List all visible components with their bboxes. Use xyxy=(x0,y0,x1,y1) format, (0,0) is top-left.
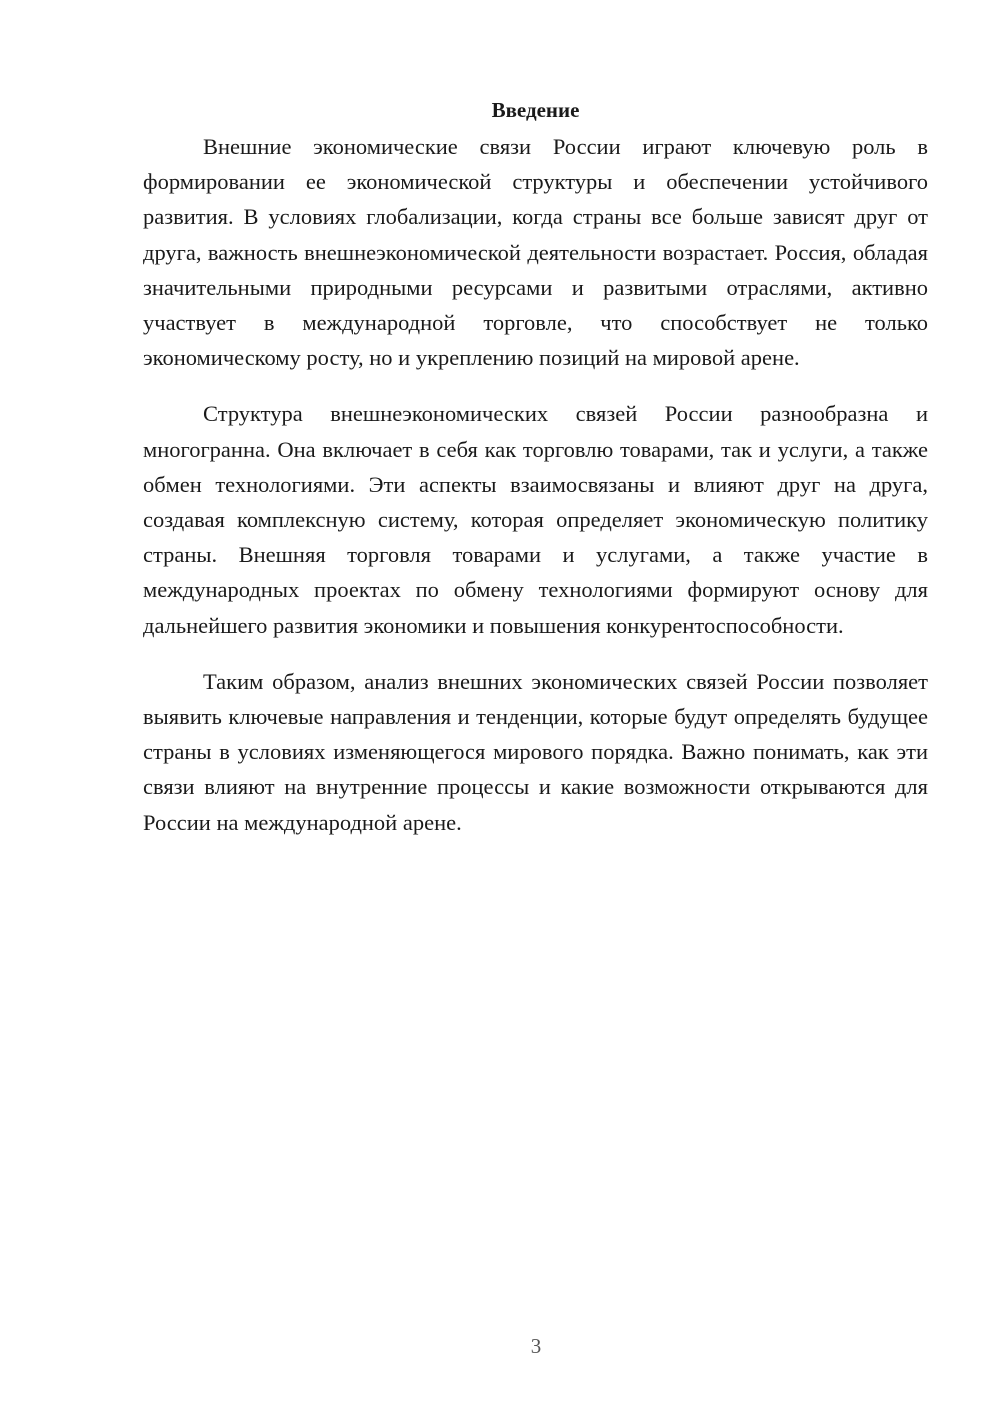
section-title: Введение xyxy=(491,98,580,122)
page-number: 3 xyxy=(530,1334,542,1358)
document-page xyxy=(143,95,928,861)
paragraph-2: Структура внешнеэкономических связей России разнообразна и многогранна. Она включает в себя как торговлю товарами, так и услуги, а также обмен технологиями. Эти аспекты взаимосвязаны и влияют друг на друга, создавая комплексную систему, которая определяет экономическую политику страны. Внешняя торговля товарами и услугами, а также участие в международных проектах по обмену технологиями формируют основу для дальнейшего развития экономики и повышения конкурентоспособности. xyxy=(143,401,928,638)
paragraph-1: Внешние экономические связи России играют ключевую роль в формировании ее экономической структуры и обеспечении устойчивого развития. В условиях глобализации, когда страны все больше зависят друг от друга, важность внешнеэкономической деятельности возрастает. Россия, обладая значительными природными ресурсами и развитыми отраслями, активно участвует в международной торговле, что способствует не только экономическому росту, но и укреплению позиций на мировой арене. xyxy=(143,134,928,371)
paragraph-3: Таким образом, анализ внешних экономических связей России позволяет выявить ключевые направления и тенденции, которые будут определять будущее страны в условиях изменяющегося мирового порядка. Важно понимать, как эти связи влияют на внутренние процессы и какие возможности открываются для России на международной арене. xyxy=(143,668,928,835)
